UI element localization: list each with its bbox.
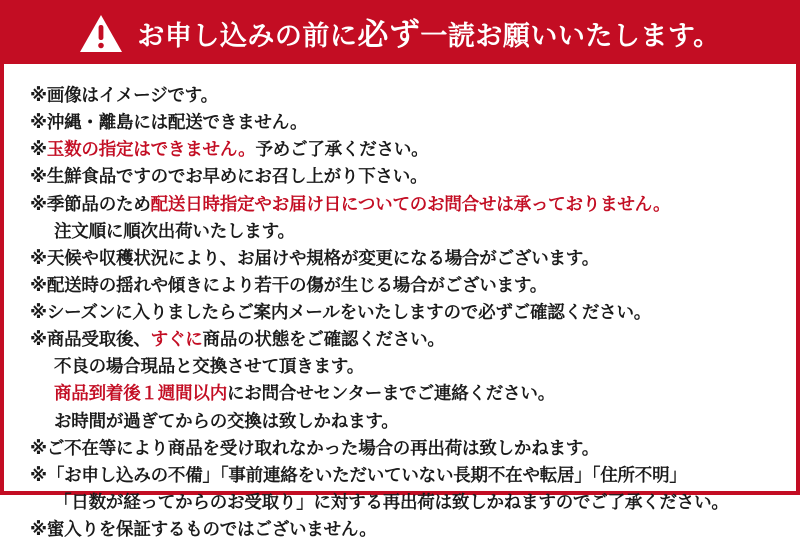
warning-triangle-icon [79,14,123,54]
note-season-mail [30,299,770,326]
note-segment: ※生鮮食品ですのでお早めにお召し上がり下さい。 [30,166,428,187]
note-segment: 注文順に順次出荷いたします。 [54,220,295,241]
notice-title-part2: 一読お願いいたします。 [420,20,721,51]
note-defect-exchange [30,353,770,380]
notice-body [4,64,796,553]
note-segment: ※シーズンに入りましたらご案内メールをいたしますので必ずご確認ください。 [30,302,652,322]
note-segment: 商品到着後１週間以内 [54,383,227,404]
note-no-honey-guarantee [30,516,770,543]
note-segment: すぐに [150,329,203,350]
note-application-error [30,462,770,489]
note-segment: ※沖縄・離島には配送できません。 [30,112,308,133]
note-order-sequence [30,218,770,245]
note-segment: ※配送時の揺れや傾きにより若干の傷が生じる場合がございます。 [30,274,548,295]
notice-title-emphasis: 必ず [357,16,421,52]
note-segment: 玉数の指定はできません。 [46,139,256,160]
note-segment: ※蜜入りを保証するものではございません。 [30,519,377,539]
note-no-count-designation [30,136,770,163]
note-segment: にお問合せセンターまでご連絡ください。 [227,383,555,404]
note-no-delivery-okinawa [30,109,770,136]
note-segment: ※季節品のため [30,193,151,214]
note-image-sample [30,82,770,109]
notice-list [30,82,770,543]
note-segment: ※ご不在等により商品を受け取れなかった場合の再出荷は致しかねます。 [30,437,600,458]
note-contact-within-week [30,380,770,407]
note-segment: お時間が過ぎてからの交換は致しかねます。 [54,410,399,431]
note-segment: 商品の状態をご確認ください。 [202,329,445,350]
notice-title-part1: お申し込みの前に [137,20,358,51]
note-segment: ※天候や収穫状況により、お届けや規格が変更になる場合がございます。 [30,247,600,268]
note-segment: 不良の場合現品と交換させて頂きます。 [54,356,364,377]
note-fresh-food [30,163,770,190]
note-days-passed [30,489,770,516]
note-weather-change [30,245,770,272]
note-segment: ※「お申し込みの不備」「事前連絡をいただいていない長期不在や転居」「住所不明」 [30,464,687,485]
note-check-on-arrival [30,326,770,353]
note-segment: 「日数が経ってからのお受取り」に対する再出荷は致しかねますのでご了承ください。 [54,491,729,512]
note-segment: ※ [30,139,47,160]
note-seasonal-no-date [30,191,770,218]
note-transport-damage [30,272,770,299]
notice-title [137,16,721,52]
note-segment: ※商品受取後、 [30,329,151,350]
note-segment: ※画像はイメージです。 [30,85,218,105]
note-no-late-exchange [30,408,770,435]
note-segment: 予めご了承ください。 [255,139,429,160]
note-absence-reship [30,435,770,462]
note-segment: 配送日時指定やお届け日についてのお問合せは承っておりません。 [150,193,671,214]
notice-header [4,4,796,64]
